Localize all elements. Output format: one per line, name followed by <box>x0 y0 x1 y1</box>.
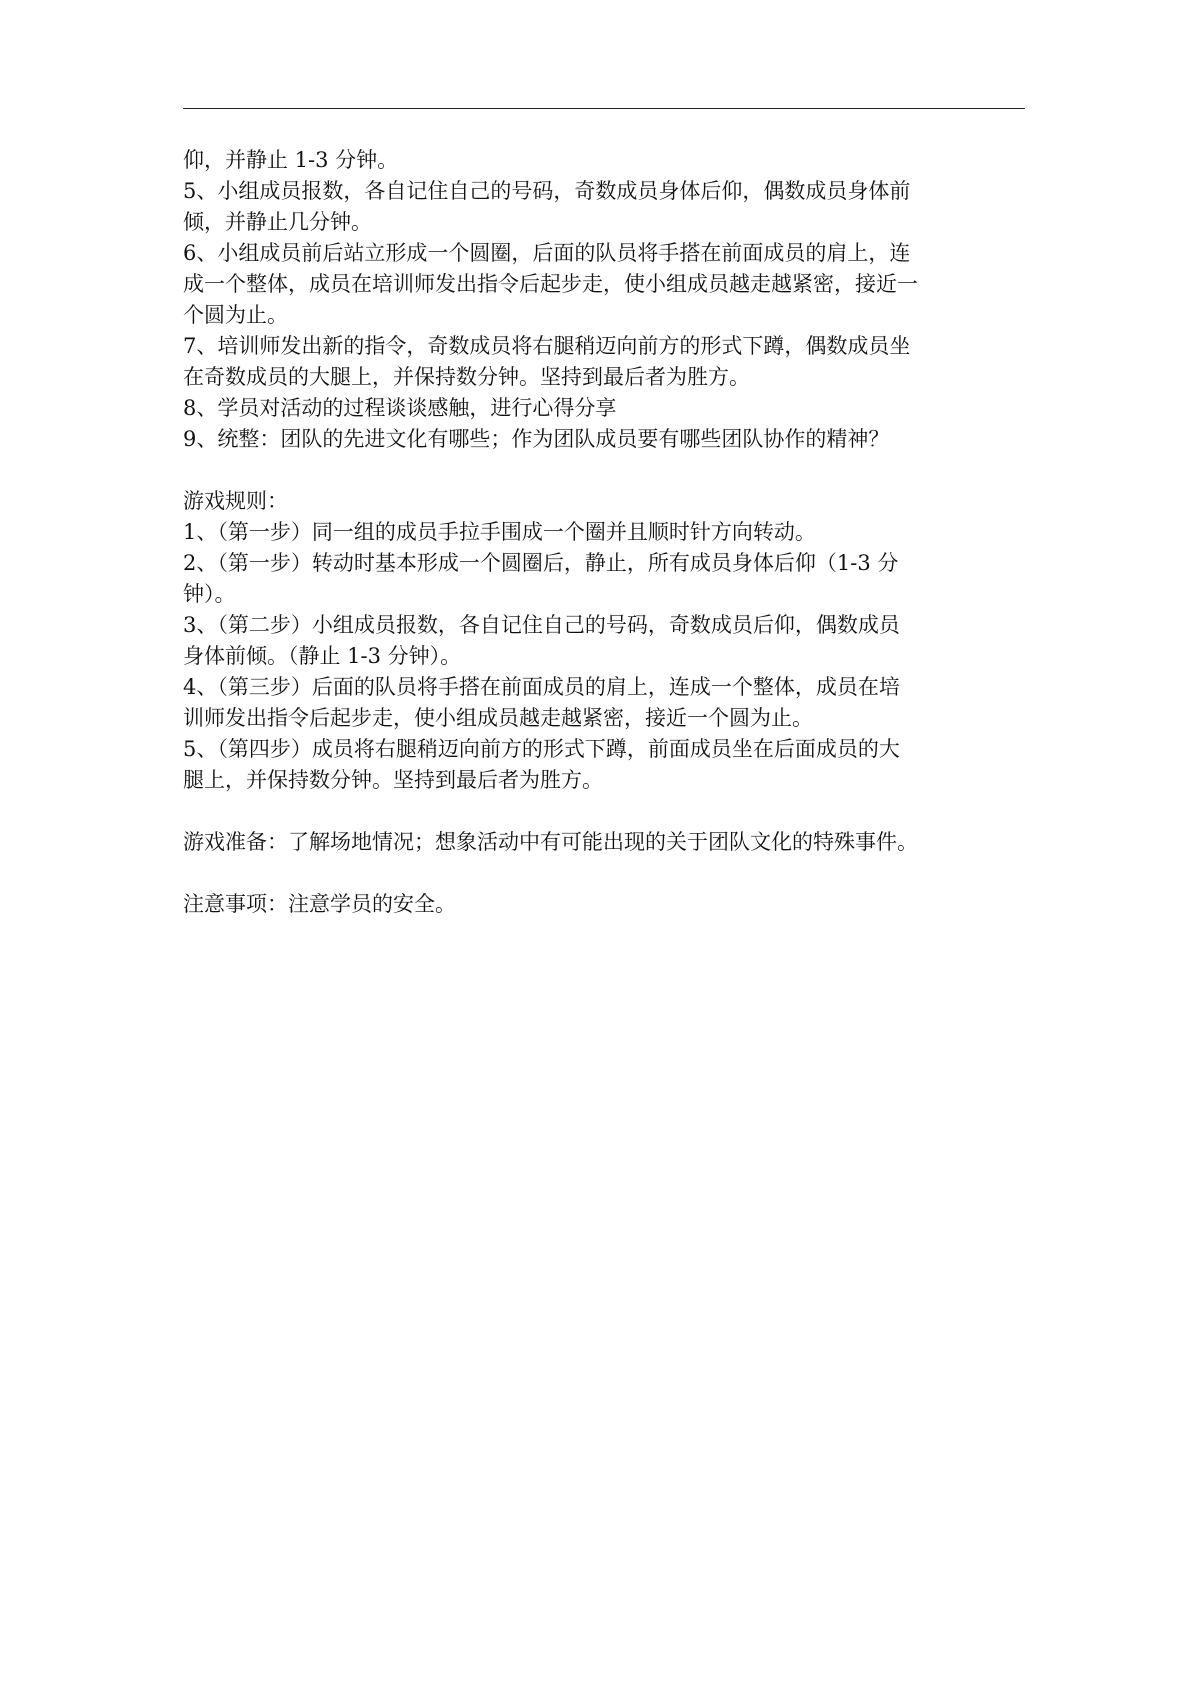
paragraph-gap <box>183 455 1025 486</box>
paragraph-gap <box>183 858 1025 889</box>
rules-section <box>183 486 1025 796</box>
steps-section <box>183 145 1025 455</box>
rule-line: 钟）。 <box>183 582 236 606</box>
step-line: 5、小组成员报数，各自记住自己的号码，奇数成员身体后仰，偶数成员身体前 <box>183 179 911 203</box>
step-line: 仰，并静止 1-3 分钟。 <box>183 148 399 172</box>
step-line: 7、培训师发出新的指令，奇数成员将右腿稍迈向前方的形式下蹲，偶数成员坐 <box>183 334 911 358</box>
step-line: 个圆为止。 <box>183 303 288 327</box>
header-rule <box>183 108 1025 109</box>
document-body <box>183 145 1025 920</box>
step-line: 在奇数成员的大腿上，并保持数分钟。坚持到最后者为胜方。 <box>183 365 750 389</box>
step-line: 9、统整：团队的先进文化有哪些；作为团队成员要有哪些团队协作的精神？ <box>183 427 890 451</box>
rule-line: 2、（第一步）转动时基本形成一个圆圈后，静止，所有成员身体后仰（1-3 分 <box>183 551 899 575</box>
rules-heading: 游戏规则： <box>183 489 288 513</box>
rule-line: 腿上，并保持数分钟。坚持到最后者为胜方。 <box>183 768 603 792</box>
notes-paragraph: 注意事项：注意学员的安全。 <box>183 892 456 916</box>
rule-line: 3、（第二步）小组成员报数，各自记住自己的号码，奇数成员后仰，偶数成员 <box>183 613 900 637</box>
rule-line: 训师发出指令后起步走，使小组成员越走越紧密，接近一个圆为止。 <box>183 706 813 730</box>
step-line: 8、学员对活动的过程谈谈感触，进行心得分享 <box>183 396 617 420</box>
step-line: 6、小组成员前后站立形成一个圆圈，后面的队员将手搭在前面成员的肩上，连 <box>183 241 911 265</box>
step-line: 成一个整体，成员在培训师发出指令后起步走，使小组成员越走越紧密，接近一 <box>183 272 918 296</box>
paragraph-gap <box>183 796 1025 827</box>
rule-line: 5、（第四步）成员将右腿稍迈向前方的形式下蹲，前面成员坐在后面成员的大 <box>183 737 900 761</box>
rule-line: 4、（第三步）后面的队员将手搭在前面成员的肩上，连成一个整体，成员在培 <box>183 675 900 699</box>
rule-line: 身体前倾。（静止 1-3 分钟）。 <box>183 644 462 668</box>
step-line: 倾，并静止几分钟。 <box>183 210 372 234</box>
preparation-paragraph: 游戏准备：了解场地情况；想象活动中有可能出现的关于团队文化的特殊事件。 <box>183 830 918 854</box>
rule-line: 1、（第一步）同一组的成员手拉手围成一个圈并且顺时针方向转动。 <box>183 520 816 544</box>
